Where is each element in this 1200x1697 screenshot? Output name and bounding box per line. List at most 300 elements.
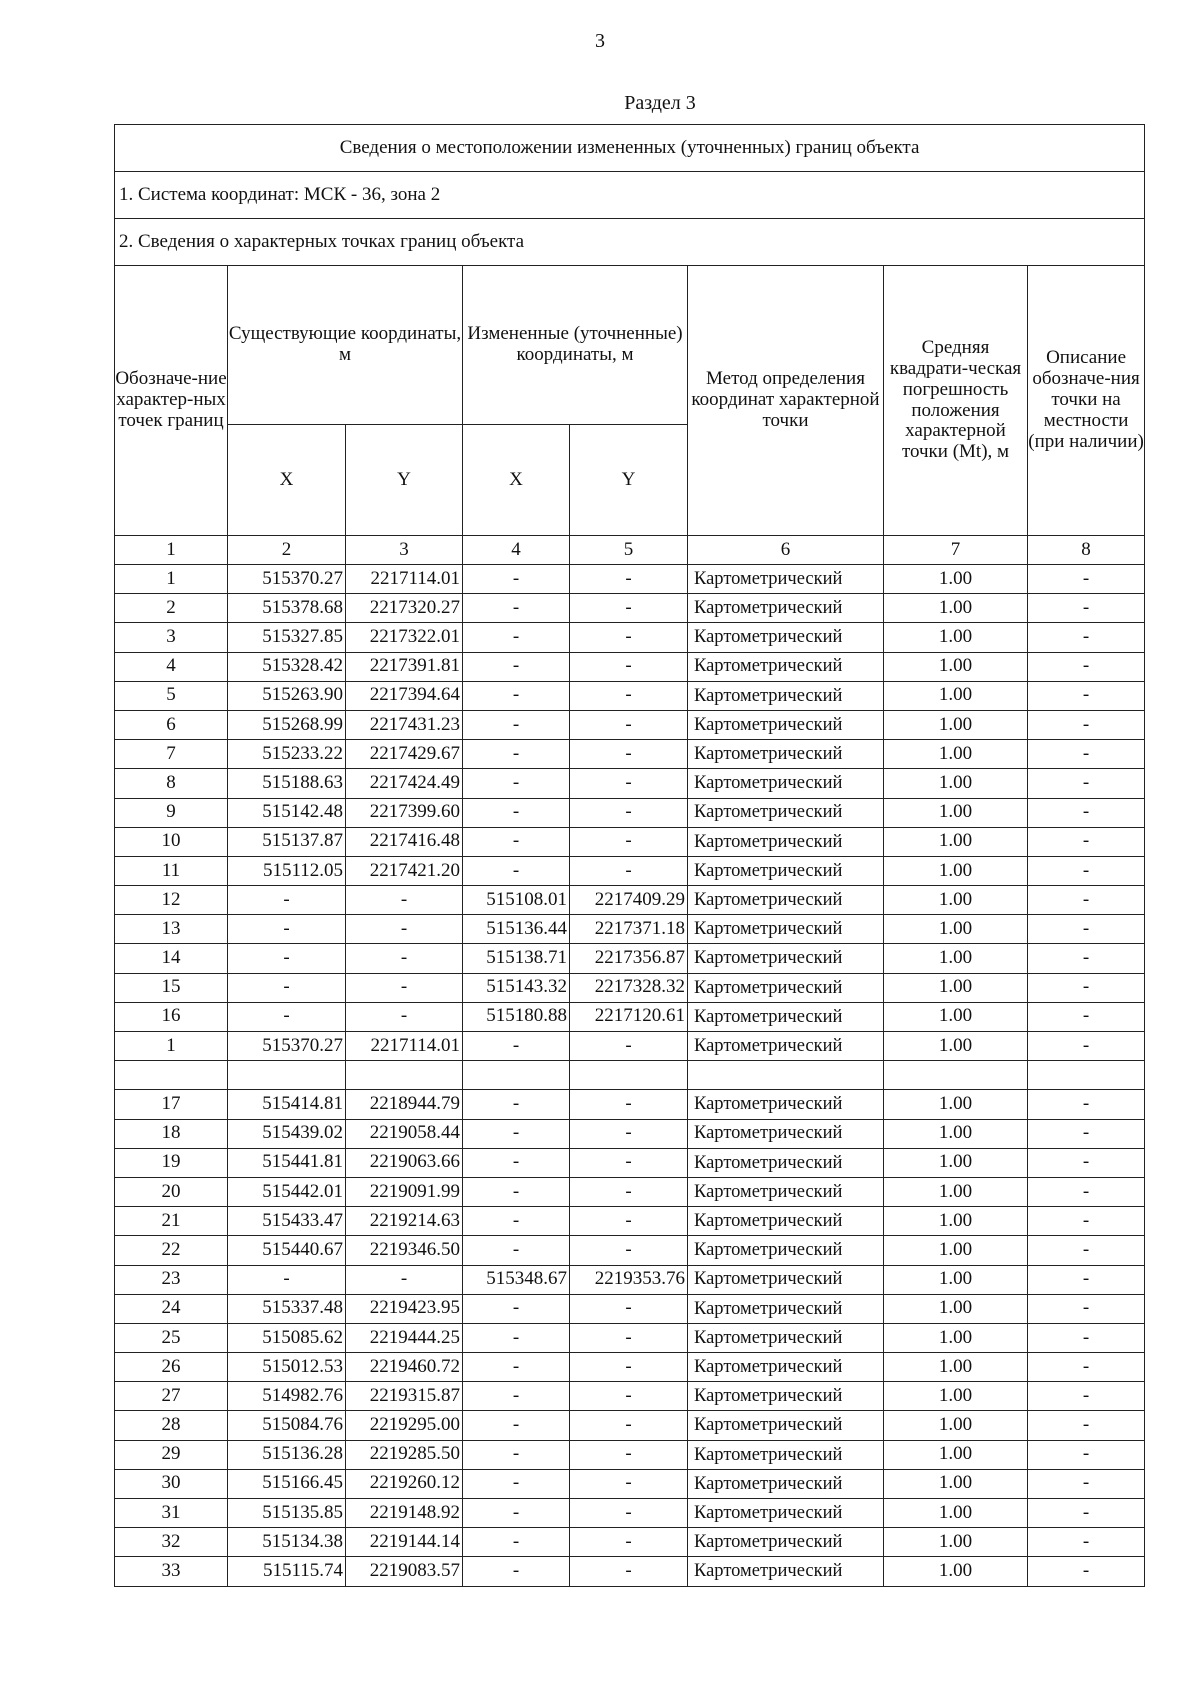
- method-cell: Картометрический: [688, 740, 884, 769]
- column-number: 6: [688, 536, 884, 565]
- mt-error-cell: 1.00: [884, 681, 1028, 710]
- existing-y-cell: 2219260.12: [346, 1469, 463, 1498]
- coordinate-system: 1. Система координат: МСК - 36, зона 2: [115, 172, 1145, 219]
- changed-y-cell: -: [570, 1440, 688, 1469]
- table-row: [115, 1265, 1145, 1294]
- existing-y-cell: -: [346, 886, 463, 915]
- method-cell: Картометрический: [688, 652, 884, 681]
- mt-error-cell: 1.00: [884, 886, 1028, 915]
- column-number: 3: [346, 536, 463, 565]
- mt-error-cell: 1.00: [884, 623, 1028, 652]
- table-row: [115, 1002, 1145, 1031]
- method-cell: Картометрический: [688, 710, 884, 739]
- boundary-points-table: [114, 124, 1145, 1587]
- existing-x-cell: 515137.87: [228, 827, 346, 856]
- description-cell: -: [1028, 1323, 1145, 1352]
- description-cell: -: [1028, 1207, 1145, 1236]
- header-point-designation: Обозначе-ние характер-ных точек границ: [115, 266, 228, 536]
- method-cell: Картометрический: [688, 1265, 884, 1294]
- column-number: 7: [884, 536, 1028, 565]
- mt-error-cell: 1.00: [884, 1032, 1028, 1061]
- existing-y-cell: -: [346, 1265, 463, 1294]
- existing-x-cell: 515441.81: [228, 1148, 346, 1177]
- existing-y-cell: -: [346, 944, 463, 973]
- changed-y-cell: -: [570, 856, 688, 885]
- changed-x-cell: 515180.88: [463, 1002, 570, 1031]
- existing-x-cell: 515439.02: [228, 1119, 346, 1148]
- description-cell: -: [1028, 769, 1145, 798]
- table-row: [115, 594, 1145, 623]
- existing-x-cell: 515112.05: [228, 856, 346, 885]
- table-row: [115, 944, 1145, 973]
- existing-x-cell: 515188.63: [228, 769, 346, 798]
- method-cell: Картометрический: [688, 1469, 884, 1498]
- table-row: [115, 710, 1145, 739]
- changed-y-cell: -: [570, 827, 688, 856]
- table-row: [115, 1469, 1145, 1498]
- table-row: [115, 915, 1145, 944]
- changed-y-cell: [570, 1061, 688, 1090]
- description-cell: -: [1028, 565, 1145, 594]
- method-cell: Картометрический: [688, 1207, 884, 1236]
- existing-y-cell: 2217114.01: [346, 1032, 463, 1061]
- point-number-cell: 8: [115, 769, 228, 798]
- changed-x-cell: -: [463, 565, 570, 594]
- method-cell: Картометрический: [688, 915, 884, 944]
- mt-error-cell: 1.00: [884, 652, 1028, 681]
- changed-x-cell: -: [463, 769, 570, 798]
- description-cell: -: [1028, 1440, 1145, 1469]
- existing-x-cell: 515135.85: [228, 1499, 346, 1528]
- mt-error-cell: 1.00: [884, 710, 1028, 739]
- mt-error-cell: 1.00: [884, 1294, 1028, 1323]
- existing-x-cell: 515442.01: [228, 1177, 346, 1206]
- changed-y-cell: -: [570, 1236, 688, 1265]
- point-number-cell: 12: [115, 886, 228, 915]
- existing-y-cell: 2217320.27: [346, 594, 463, 623]
- changed-x-cell: 515138.71: [463, 944, 570, 973]
- description-cell: -: [1028, 681, 1145, 710]
- point-number-cell: 32: [115, 1528, 228, 1557]
- point-number-cell: 1: [115, 565, 228, 594]
- method-cell: Картометрический: [688, 1002, 884, 1031]
- mt-error-cell: 1.00: [884, 1469, 1028, 1498]
- table-title: Сведения о местоположении измененных (уточненных) границ объекта: [115, 125, 1145, 172]
- point-number-cell: 5: [115, 681, 228, 710]
- changed-y-cell: -: [570, 594, 688, 623]
- changed-x-cell: -: [463, 856, 570, 885]
- existing-x-cell: -: [228, 1002, 346, 1031]
- point-number-cell: 31: [115, 1499, 228, 1528]
- table-row: [115, 1032, 1145, 1061]
- changed-x-cell: -: [463, 1440, 570, 1469]
- description-cell: -: [1028, 710, 1145, 739]
- changed-x-cell: -: [463, 1032, 570, 1061]
- description-cell: -: [1028, 1294, 1145, 1323]
- mt-error-cell: 1.00: [884, 594, 1028, 623]
- section-title: Раздел 3: [624, 92, 696, 114]
- table-row: [115, 565, 1145, 594]
- existing-y-cell: 2219285.50: [346, 1440, 463, 1469]
- changed-x-cell: -: [463, 1557, 570, 1586]
- table-row: [115, 827, 1145, 856]
- table-row: [115, 1090, 1145, 1119]
- table-row: [115, 1294, 1145, 1323]
- method-cell: Картометрический: [688, 623, 884, 652]
- changed-y-cell: -: [570, 623, 688, 652]
- method-cell: Картометрический: [688, 944, 884, 973]
- column-number: 4: [463, 536, 570, 565]
- changed-x-cell: [463, 1061, 570, 1090]
- changed-y-cell: -: [570, 681, 688, 710]
- method-cell: Картометрический: [688, 886, 884, 915]
- mt-error-cell: 1.00: [884, 856, 1028, 885]
- method-cell: Картометрический: [688, 1148, 884, 1177]
- mt-error-cell: 1.00: [884, 1557, 1028, 1586]
- point-number-cell: 27: [115, 1382, 228, 1411]
- point-number-cell: 26: [115, 1353, 228, 1382]
- existing-x-cell: -: [228, 973, 346, 1002]
- table-row: [115, 1440, 1145, 1469]
- changed-y-cell: 2217328.32: [570, 973, 688, 1002]
- changed-y-cell: -: [570, 1528, 688, 1557]
- header-changed-y: Y: [570, 425, 688, 536]
- method-cell: Картометрический: [688, 1090, 884, 1119]
- table-row: [115, 798, 1145, 827]
- existing-y-cell: 2219295.00: [346, 1411, 463, 1440]
- mt-error-cell: 1.00: [884, 1177, 1028, 1206]
- table-row: [115, 1411, 1145, 1440]
- changed-y-cell: -: [570, 652, 688, 681]
- mt-error-cell: 1.00: [884, 1090, 1028, 1119]
- changed-x-cell: -: [463, 1294, 570, 1323]
- changed-x-cell: -: [463, 1353, 570, 1382]
- existing-x-cell: 515136.28: [228, 1440, 346, 1469]
- existing-x-cell: 515166.45: [228, 1469, 346, 1498]
- changed-y-cell: 2217371.18: [570, 915, 688, 944]
- existing-x-cell: 515440.67: [228, 1236, 346, 1265]
- existing-y-cell: 2219144.14: [346, 1528, 463, 1557]
- existing-x-cell: 515233.22: [228, 740, 346, 769]
- method-cell: Картометрический: [688, 1032, 884, 1061]
- point-number-cell: 24: [115, 1294, 228, 1323]
- mt-error-cell: [884, 1061, 1028, 1090]
- changed-y-cell: -: [570, 1557, 688, 1586]
- table-row: [115, 652, 1145, 681]
- changed-y-cell: -: [570, 1148, 688, 1177]
- existing-y-cell: 2217421.20: [346, 856, 463, 885]
- mt-error-cell: 1.00: [884, 1002, 1028, 1031]
- changed-x-cell: -: [463, 1528, 570, 1557]
- existing-y-cell: 2217399.60: [346, 798, 463, 827]
- table-row: [115, 769, 1145, 798]
- table-row: [115, 1207, 1145, 1236]
- point-number-cell: 20: [115, 1177, 228, 1206]
- existing-x-cell: 515263.90: [228, 681, 346, 710]
- changed-y-cell: -: [570, 1294, 688, 1323]
- description-cell: -: [1028, 973, 1145, 1002]
- changed-y-cell: -: [570, 1353, 688, 1382]
- existing-y-cell: 2219083.57: [346, 1557, 463, 1586]
- method-cell: Картометрический: [688, 1236, 884, 1265]
- existing-y-cell: 2219063.66: [346, 1148, 463, 1177]
- existing-x-cell: 515084.76: [228, 1411, 346, 1440]
- description-cell: -: [1028, 1032, 1145, 1061]
- point-number-cell: 28: [115, 1411, 228, 1440]
- existing-y-cell: 2219315.87: [346, 1382, 463, 1411]
- existing-y-cell: 2217391.81: [346, 652, 463, 681]
- existing-x-cell: -: [228, 915, 346, 944]
- table-row: [115, 1323, 1145, 1352]
- method-cell: Картометрический: [688, 1294, 884, 1323]
- mt-error-cell: 1.00: [884, 1440, 1028, 1469]
- description-cell: -: [1028, 1382, 1145, 1411]
- table-row: [115, 1353, 1145, 1382]
- mt-error-cell: 1.00: [884, 1528, 1028, 1557]
- mt-error-cell: 1.00: [884, 740, 1028, 769]
- existing-y-cell: -: [346, 1002, 463, 1031]
- description-cell: -: [1028, 1002, 1145, 1031]
- method-cell: Картометрический: [688, 1499, 884, 1528]
- changed-x-cell: -: [463, 1148, 570, 1177]
- changed-y-cell: -: [570, 798, 688, 827]
- existing-y-cell: 2219423.95: [346, 1294, 463, 1323]
- table-row: [115, 1148, 1145, 1177]
- point-number-cell: 18: [115, 1119, 228, 1148]
- existing-y-cell: 2219214.63: [346, 1207, 463, 1236]
- changed-y-cell: 2217120.61: [570, 1002, 688, 1031]
- existing-y-cell: [346, 1061, 463, 1090]
- description-cell: -: [1028, 740, 1145, 769]
- mt-error-cell: 1.00: [884, 827, 1028, 856]
- mt-error-cell: 1.00: [884, 565, 1028, 594]
- point-number-cell: 14: [115, 944, 228, 973]
- method-cell: Картометрический: [688, 1382, 884, 1411]
- point-number-cell: 4: [115, 652, 228, 681]
- existing-x-cell: -: [228, 886, 346, 915]
- point-number-cell: [115, 1061, 228, 1090]
- point-number-cell: 3: [115, 623, 228, 652]
- mt-error-cell: 1.00: [884, 1323, 1028, 1352]
- method-cell: Картометрический: [688, 1557, 884, 1586]
- description-cell: -: [1028, 1265, 1145, 1294]
- description-cell: -: [1028, 1090, 1145, 1119]
- existing-y-cell: 2217416.48: [346, 827, 463, 856]
- header-existing-y: Y: [346, 425, 463, 536]
- changed-x-cell: -: [463, 1119, 570, 1148]
- point-number-cell: 6: [115, 710, 228, 739]
- method-cell: Картометрический: [688, 1528, 884, 1557]
- table-row: [115, 1528, 1145, 1557]
- header-method: Метод определения координат характерной точки: [688, 266, 884, 536]
- header-existing-x: X: [228, 425, 346, 536]
- description-cell: -: [1028, 623, 1145, 652]
- mt-error-cell: 1.00: [884, 1207, 1028, 1236]
- method-cell: Картометрический: [688, 681, 884, 710]
- changed-x-cell: -: [463, 623, 570, 652]
- points-heading: 2. Сведения о характерных точках границ объекта: [115, 219, 1145, 266]
- point-number-cell: 29: [115, 1440, 228, 1469]
- header-mt-error: Средняя квадрати-ческая погрешность положения характерной точки (Mt), м: [884, 266, 1028, 536]
- table-row: [115, 856, 1145, 885]
- header-description: Описание обозначе-ния точки на местности (при наличии): [1028, 266, 1145, 536]
- description-cell: -: [1028, 1148, 1145, 1177]
- existing-y-cell: 2217114.01: [346, 565, 463, 594]
- changed-y-cell: -: [570, 1032, 688, 1061]
- mt-error-cell: 1.00: [884, 915, 1028, 944]
- method-cell: Картометрический: [688, 769, 884, 798]
- changed-y-cell: -: [570, 1323, 688, 1352]
- existing-y-cell: -: [346, 973, 463, 1002]
- point-number-cell: 13: [115, 915, 228, 944]
- existing-x-cell: 515370.27: [228, 1032, 346, 1061]
- method-cell: Картометрический: [688, 827, 884, 856]
- point-number-cell: 9: [115, 798, 228, 827]
- existing-y-cell: 2219148.92: [346, 1499, 463, 1528]
- changed-y-cell: 2219353.76: [570, 1265, 688, 1294]
- changed-x-cell: -: [463, 710, 570, 739]
- table-row: [115, 1236, 1145, 1265]
- existing-x-cell: 515115.74: [228, 1557, 346, 1586]
- existing-x-cell: [228, 1061, 346, 1090]
- table-row: [115, 973, 1145, 1002]
- existing-x-cell: -: [228, 944, 346, 973]
- existing-y-cell: 2219058.44: [346, 1119, 463, 1148]
- mt-error-cell: 1.00: [884, 1411, 1028, 1440]
- description-cell: -: [1028, 1236, 1145, 1265]
- mt-error-cell: 1.00: [884, 1382, 1028, 1411]
- description-cell: -: [1028, 886, 1145, 915]
- existing-x-cell: 515012.53: [228, 1353, 346, 1382]
- point-number-cell: 30: [115, 1469, 228, 1498]
- existing-y-cell: 2217394.64: [346, 681, 463, 710]
- method-cell: Картометрический: [688, 973, 884, 1002]
- table-row: [115, 886, 1145, 915]
- column-number: 5: [570, 536, 688, 565]
- mt-error-cell: 1.00: [884, 798, 1028, 827]
- method-cell: Картометрический: [688, 1119, 884, 1148]
- changed-x-cell: -: [463, 1207, 570, 1236]
- mt-error-cell: 1.00: [884, 1353, 1028, 1382]
- existing-y-cell: 2219091.99: [346, 1177, 463, 1206]
- table-row: [115, 740, 1145, 769]
- description-cell: [1028, 1061, 1145, 1090]
- changed-x-cell: 515143.32: [463, 973, 570, 1002]
- existing-x-cell: -: [228, 1265, 346, 1294]
- changed-x-cell: -: [463, 1382, 570, 1411]
- description-cell: -: [1028, 1557, 1145, 1586]
- header-existing-coords: Существующие координаты, м: [228, 266, 463, 425]
- existing-x-cell: 515328.42: [228, 652, 346, 681]
- header-changed-coords: Измененные (уточненные) координаты, м: [463, 266, 688, 425]
- point-number-cell: 11: [115, 856, 228, 885]
- point-number-cell: 10: [115, 827, 228, 856]
- changed-x-cell: -: [463, 1090, 570, 1119]
- method-cell: Картометрический: [688, 856, 884, 885]
- table-row: [115, 1382, 1145, 1411]
- table-row: [115, 1177, 1145, 1206]
- description-cell: -: [1028, 856, 1145, 885]
- description-cell: -: [1028, 827, 1145, 856]
- page-number: 3: [595, 30, 605, 52]
- point-number-cell: 1: [115, 1032, 228, 1061]
- changed-y-cell: -: [570, 1499, 688, 1528]
- changed-x-cell: -: [463, 1469, 570, 1498]
- changed-x-cell: 515136.44: [463, 915, 570, 944]
- table-row: [115, 1499, 1145, 1528]
- changed-x-cell: 515108.01: [463, 886, 570, 915]
- mt-error-cell: 1.00: [884, 1119, 1028, 1148]
- changed-x-cell: -: [463, 1323, 570, 1352]
- method-cell: Картометрический: [688, 1323, 884, 1352]
- method-cell: Картометрический: [688, 1353, 884, 1382]
- point-number-cell: 25: [115, 1323, 228, 1352]
- changed-x-cell: -: [463, 827, 570, 856]
- changed-x-cell: -: [463, 1236, 570, 1265]
- existing-y-cell: 2219444.25: [346, 1323, 463, 1352]
- changed-y-cell: 2217409.29: [570, 886, 688, 915]
- table-row: [115, 1119, 1145, 1148]
- table-row: [115, 1557, 1145, 1586]
- description-cell: -: [1028, 915, 1145, 944]
- table-row: [115, 681, 1145, 710]
- existing-x-cell: 515337.48: [228, 1294, 346, 1323]
- existing-y-cell: 2217431.23: [346, 710, 463, 739]
- mt-error-cell: 1.00: [884, 973, 1028, 1002]
- method-cell: Картометрический: [688, 1411, 884, 1440]
- description-cell: -: [1028, 1119, 1145, 1148]
- changed-x-cell: 515348.67: [463, 1265, 570, 1294]
- point-number-cell: 2: [115, 594, 228, 623]
- changed-x-cell: -: [463, 1177, 570, 1206]
- column-numbers-row: [115, 536, 1145, 565]
- changed-y-cell: -: [570, 769, 688, 798]
- existing-x-cell: 515414.81: [228, 1090, 346, 1119]
- column-number: 8: [1028, 536, 1145, 565]
- header-changed-x: X: [463, 425, 570, 536]
- existing-y-cell: 2217322.01: [346, 623, 463, 652]
- changed-y-cell: 2217356.87: [570, 944, 688, 973]
- description-cell: -: [1028, 1353, 1145, 1382]
- description-cell: -: [1028, 1411, 1145, 1440]
- existing-x-cell: 515378.68: [228, 594, 346, 623]
- description-cell: -: [1028, 652, 1145, 681]
- existing-y-cell: 2217429.67: [346, 740, 463, 769]
- existing-y-cell: -: [346, 915, 463, 944]
- table-row: [115, 623, 1145, 652]
- existing-x-cell: 515433.47: [228, 1207, 346, 1236]
- existing-y-cell: 2219460.72: [346, 1353, 463, 1382]
- description-cell: -: [1028, 1177, 1145, 1206]
- method-cell: Картометрический: [688, 565, 884, 594]
- changed-x-cell: -: [463, 1411, 570, 1440]
- description-cell: -: [1028, 594, 1145, 623]
- point-number-cell: 19: [115, 1148, 228, 1177]
- description-cell: -: [1028, 1528, 1145, 1557]
- changed-y-cell: -: [570, 1382, 688, 1411]
- table-row: [115, 1061, 1145, 1090]
- changed-x-cell: -: [463, 740, 570, 769]
- existing-x-cell: 515085.62: [228, 1323, 346, 1352]
- existing-x-cell: 514982.76: [228, 1382, 346, 1411]
- column-number: 2: [228, 536, 346, 565]
- changed-y-cell: -: [570, 710, 688, 739]
- method-cell: Картометрический: [688, 1177, 884, 1206]
- changed-y-cell: -: [570, 565, 688, 594]
- point-number-cell: 33: [115, 1557, 228, 1586]
- table-body: [115, 125, 1145, 1587]
- changed-x-cell: -: [463, 1499, 570, 1528]
